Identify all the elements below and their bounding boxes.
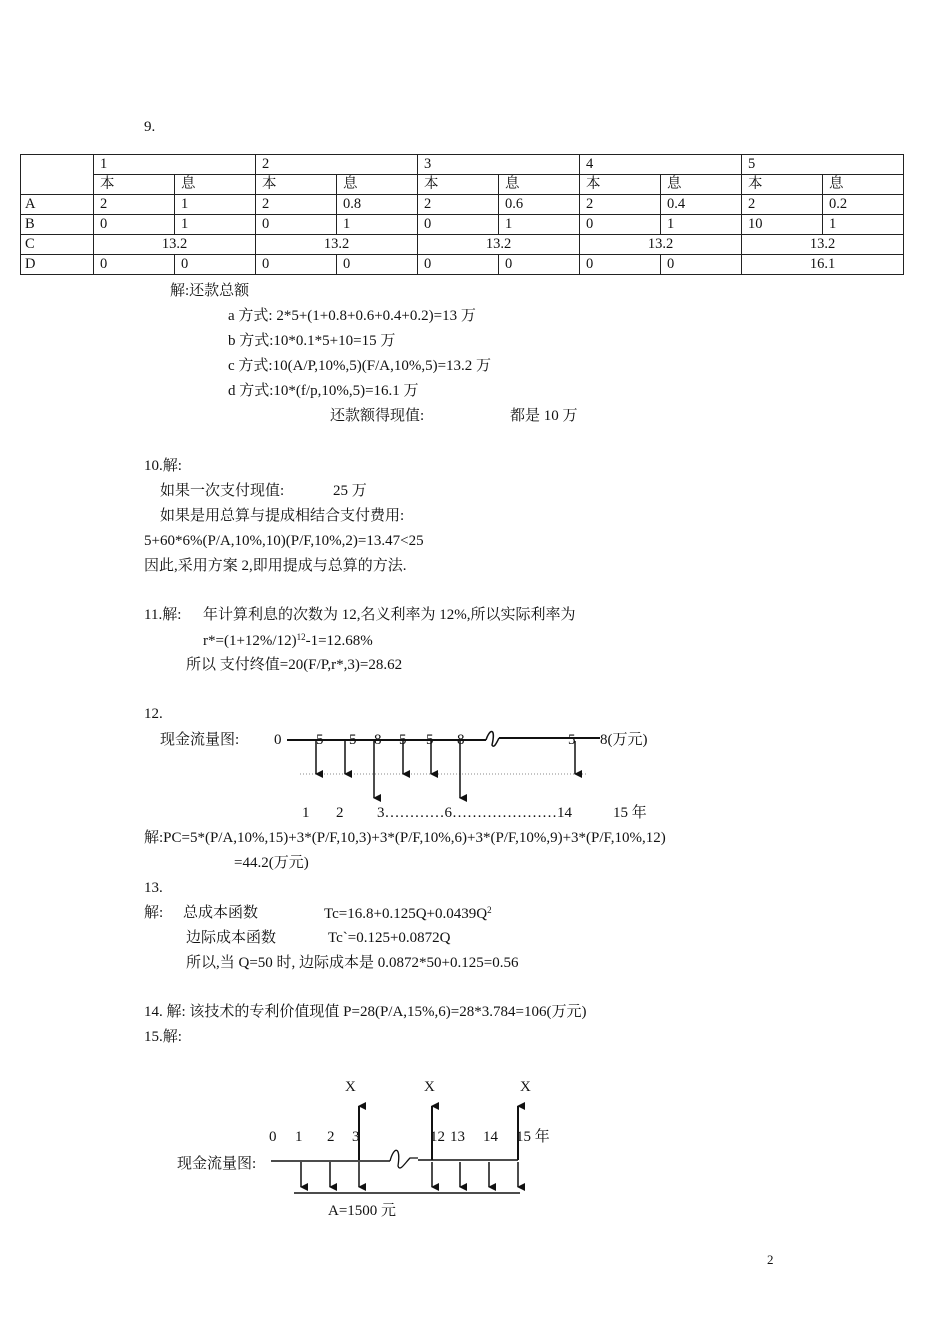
q11-line2-base: r*=(1+12%/12)	[203, 633, 297, 649]
table-cell: 0	[580, 255, 661, 275]
row-label: B	[21, 215, 94, 235]
merged-cell: 13.2	[94, 235, 256, 255]
table-cell: 0	[256, 255, 337, 275]
table-cell: 0.4	[661, 195, 742, 215]
table-cell: 0	[418, 255, 499, 275]
q15-year-label: 1	[295, 1129, 303, 1145]
q12-top-end: 8(万元)	[600, 732, 648, 748]
q12-top-value: 5	[316, 732, 324, 748]
interest-header: 息	[337, 175, 418, 195]
merged-cell: 13.2	[580, 235, 742, 255]
q10-line3: 5+60*6%(P/A,10%,10)(P/F,10%,2)=13.47<25	[144, 533, 424, 549]
interest-header: 息	[823, 175, 904, 195]
q15-diagram-label: 现金流量图:	[177, 1156, 257, 1172]
table-cell: 1	[175, 195, 256, 215]
q11-line1: 年计算利息的次数为 12,名义利率为 12%,所以实际利率为	[203, 607, 576, 623]
q15-year-label: 12	[430, 1129, 445, 1145]
q10-number: 10.解:	[144, 458, 182, 474]
q15-x-label: X	[424, 1079, 435, 1095]
q9-line-b: b 方式:10*0.1*5+10=15 万	[228, 333, 396, 349]
q15-year-label: 13	[450, 1129, 465, 1145]
merged-cell: 13.2	[256, 235, 418, 255]
q12-zero-label: 0	[274, 732, 282, 748]
q12-top-value: 5	[349, 732, 357, 748]
q13-conclusion: 所以,当 Q=50 时, 边际成本是 0.0872*50+0.125=0.56	[186, 955, 519, 971]
table-period-header: 2	[256, 155, 418, 175]
q11-number: 11.解:	[144, 607, 182, 623]
principal-header: 本	[742, 175, 823, 195]
q15-outflow-arrows	[301, 1162, 518, 1187]
q9-number: 9.	[144, 119, 156, 135]
q15-timeline-axis	[271, 1150, 518, 1168]
q13-marginal-cost-label: 边际成本函数	[186, 930, 277, 946]
q13-total-cost-base: Tc=16.8+0.125Q+0.0439Q	[324, 906, 488, 922]
table-cell: 0.8	[337, 195, 418, 215]
q12-bottom-label: 2	[336, 805, 344, 821]
q15-year-label: 0	[269, 1129, 277, 1145]
q15-number: 15.解:	[144, 1029, 182, 1045]
q12-solution-line2: =44.2(万元)	[234, 855, 309, 871]
q15-inflow-arrows	[359, 1106, 518, 1160]
table-cell: 2	[256, 195, 337, 215]
table-period-header: 4	[580, 155, 742, 175]
table-cell: 0.2	[823, 195, 904, 215]
q12-top-value: 8	[374, 732, 382, 748]
q12-top-value: 5	[426, 732, 434, 748]
table-cell: 0	[580, 215, 661, 235]
q13-solution-label: 解:	[144, 905, 164, 921]
table-cell: 0	[256, 215, 337, 235]
q12-top-value: 8	[457, 732, 465, 748]
interest-header: 息	[175, 175, 256, 195]
q10-line1-value: 25 万	[333, 483, 367, 499]
table-cell: 2	[580, 195, 661, 215]
page-number: 2	[767, 1252, 774, 1267]
table-cell: 0	[418, 215, 499, 235]
q9-pv-value: 都是 10 万	[510, 408, 578, 424]
q15-year-label: 15 年	[516, 1129, 550, 1145]
table-cell: 0	[94, 255, 175, 275]
q9-solution-title: 解:还款总额	[170, 283, 250, 299]
q13-total-cost-label: 总成本函数	[183, 905, 259, 921]
row-label: A	[21, 195, 94, 215]
table-cell: 2	[742, 195, 823, 215]
q10-line4: 因此,采用方案 2,即用提成与总算的方法.	[144, 558, 407, 574]
q14-text: 14. 解: 该技术的专利价值现值 P=28(P/A,15%,6)=28*3.784=106(万元)	[144, 1004, 587, 1020]
interest-header: 息	[499, 175, 580, 195]
table-cell: 2	[94, 195, 175, 215]
table-cell: 1	[337, 215, 418, 235]
q11-line2-exponent: 12	[296, 632, 306, 642]
q12-bottom-year: 15 年	[613, 805, 647, 821]
merged-cell: 13.2	[742, 235, 904, 255]
table-cell: 1	[175, 215, 256, 235]
q15-year-label: 3	[352, 1129, 360, 1145]
table-cell: 0	[499, 255, 580, 275]
table-cell: 2	[418, 195, 499, 215]
q12-top-value: 5	[568, 732, 576, 748]
table-cell: 1	[661, 215, 742, 235]
merged-cell: 16.1	[742, 255, 904, 275]
table-cell: 1	[499, 215, 580, 235]
table-period-header: 5	[742, 155, 904, 175]
q9-line-a: a 方式: 2*5+(1+0.8+0.6+0.4+0.2)=13 万	[228, 308, 476, 324]
table-cell: 0	[94, 215, 175, 235]
principal-header: 本	[256, 175, 337, 195]
q13-number: 13.	[144, 880, 163, 896]
table-cell: 0	[661, 255, 742, 275]
q11-line2-rest: -1=12.68%	[305, 633, 373, 649]
table-period-header: 3	[418, 155, 580, 175]
q12-diagram-label: 现金流量图:	[160, 732, 240, 748]
q10-line1-label: 如果一次支付现值:	[160, 483, 285, 499]
row-label: C	[21, 235, 94, 255]
merged-cell: 13.2	[418, 235, 580, 255]
q9-pv-label: 还款额得现值:	[330, 408, 425, 424]
principal-header: 本	[94, 175, 175, 195]
q15-x-label: X	[345, 1079, 356, 1095]
q10-line2: 如果是用总算与提成相结合支付费用:	[160, 508, 405, 524]
q13-total-cost-exponent: 2	[487, 905, 492, 915]
principal-header: 本	[580, 175, 661, 195]
row-label: D	[21, 255, 94, 275]
principal-header: 本	[418, 175, 499, 195]
q15-annuity-label: A=1500 元	[328, 1203, 397, 1219]
q15-year-label: 2	[327, 1129, 335, 1145]
q12-solution-line1: 解:PC=5*(P/A,10%,15)+3*(P/F,10,3)+3*(P/F,10%,6)+3*(P/F,10%,9)+3*(P/F,10%,12)	[144, 830, 666, 846]
q12-top-value: 5	[399, 732, 407, 748]
q12-bottom-label: 1	[302, 805, 310, 821]
q9-line-d: d 方式:10*(f/p,10%,5)=16.1 万	[228, 383, 419, 399]
q13-marginal-cost-formula: Tc`=0.125+0.0872Q	[328, 930, 451, 946]
interest-header: 息	[661, 175, 742, 195]
table-cell: 10	[742, 215, 823, 235]
table-period-header: 1	[94, 155, 256, 175]
table-cell: 0	[337, 255, 418, 275]
table-cell: 1	[823, 215, 904, 235]
q11-line3: 所以 支付终值=20(F/P,r*,3)=28.62	[186, 657, 403, 673]
q9-line-c: c 方式:10(A/P,10%,5)(F/A,10%,5)=13.2 万	[228, 358, 492, 374]
q15-year-label: 14	[483, 1129, 498, 1145]
q12-bottom-range: 3…………6…………………14	[377, 805, 572, 821]
q15-x-label: X	[520, 1079, 531, 1095]
table-cell: 0.6	[499, 195, 580, 215]
table-cell: 0	[175, 255, 256, 275]
q12-number: 12.	[144, 706, 163, 722]
